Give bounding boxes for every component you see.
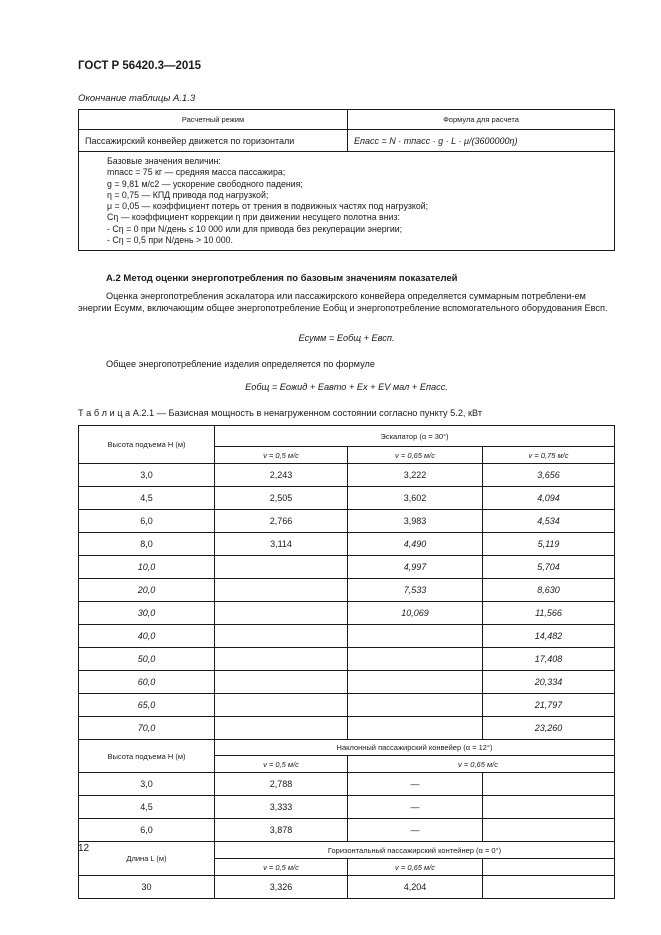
value-cell: — — [348, 819, 483, 842]
value-cell — [215, 625, 348, 648]
value-cell: 17,408 — [483, 648, 615, 671]
note-line: g = 9,81 м/с2 — ускорение свободного падения; — [107, 178, 303, 189]
value-cell: 2,766 — [215, 510, 348, 533]
group-header-escalator: Эскалатор (α = 30°) — [215, 426, 615, 447]
value-cell: 3,878 — [215, 819, 348, 842]
row-label-cell: 4,5 — [79, 796, 215, 819]
value-cell — [348, 625, 483, 648]
table-row — [79, 819, 615, 842]
empty-cell — [483, 796, 615, 819]
value-cell: 3,602 — [348, 487, 483, 510]
empty-cell — [483, 819, 615, 842]
value-cell: 4,204 — [348, 876, 483, 899]
row-header-height: Высота подъема H (м) — [79, 426, 215, 464]
value-cell — [215, 694, 348, 717]
row-label-cell: 6,0 — [79, 510, 215, 533]
empty-cell — [483, 859, 615, 876]
value-cell: 21,797 — [483, 694, 615, 717]
row-header-height: Высота подъема H (м) — [79, 740, 215, 773]
value-cell: 2,788 — [215, 773, 348, 796]
table-row — [79, 694, 615, 717]
value-cell — [348, 717, 483, 740]
table-row — [79, 602, 615, 625]
row-header-length: Длина L (м) — [79, 842, 215, 876]
row-label-cell: 70,0 — [79, 717, 215, 740]
value-cell: 4,490 — [348, 533, 483, 556]
speed-header: v = 0,65 м/с — [348, 756, 615, 773]
value-cell — [215, 648, 348, 671]
speed-header: v = 0,5 м/с — [215, 859, 348, 876]
table-row — [79, 796, 615, 819]
note-line: - Cη = 0 при N/день ≤ 10 000 или для привода без рекуперации энергии; — [107, 223, 403, 234]
row-label-cell: 20,0 — [79, 579, 215, 602]
base-power-table — [78, 425, 615, 899]
row-label-cell: 10,0 — [79, 556, 215, 579]
group-header-horizontal: Горизонтальный пассажирский контейнер (α = 0°) — [215, 842, 615, 859]
table-row — [79, 510, 615, 533]
paragraph-intro: Оценка энергопотребления эскалатора или пассажирского конвейера определяется суммарным потреблени-ем энергии Eсумм, включающим общее энергопотребление Eобщ и энергопотребление вспомогательного оборудования Eвсп. — [78, 291, 608, 313]
table-caption: Т а б л и ц а А.2.1 — Базисная мощность в ненагруженном состоянии согласно пункту 5.2, кВт — [78, 408, 483, 418]
note-line: mпасс = 75 кг — средняя масса пассажира; — [107, 167, 286, 178]
page-number: 12 — [78, 843, 90, 854]
note-line: Базовые значения величин: — [107, 156, 221, 166]
col-header-formula: Формула для расчета — [348, 110, 615, 130]
table-row — [79, 671, 615, 694]
empty-cell — [483, 773, 615, 796]
row-label-cell: 3,0 — [79, 464, 215, 487]
row-label-cell: 3,0 — [79, 773, 215, 796]
value-cell: 7,533 — [348, 579, 483, 602]
value-cell: 11,566 — [483, 602, 615, 625]
value-cell: 20,334 — [483, 671, 615, 694]
value-cell: 3,114 — [215, 533, 348, 556]
value-cell: 8,630 — [483, 579, 615, 602]
note-line: - Cη = 0,5 при N/день > 10 000. — [107, 235, 233, 246]
row-label-cell: 65,0 — [79, 694, 215, 717]
value-cell — [215, 671, 348, 694]
row-label-cell: 30,0 — [79, 602, 215, 625]
value-cell: 3,983 — [348, 510, 483, 533]
value-cell — [215, 579, 348, 602]
row-label-cell: 50,0 — [79, 648, 215, 671]
value-cell: 23,260 — [483, 717, 615, 740]
empty-cell — [483, 876, 615, 899]
table-row — [79, 717, 615, 740]
group-header-inclined: Наклонный пассажирский конвейер (α = 12°) — [215, 740, 615, 756]
table-continuation-label: Окончание таблицы А.1.3 — [78, 93, 196, 104]
value-cell: 4,997 — [348, 556, 483, 579]
formula-cell: Eпасс = N · mпасс · g · L · μ/(3600000η) — [348, 130, 615, 152]
value-cell: 5,704 — [483, 556, 615, 579]
table-row — [79, 487, 615, 510]
speed-header: v = 0,65 м/с — [348, 859, 483, 876]
speed-header: v = 0,75 м/с — [483, 447, 615, 464]
value-cell: — — [348, 796, 483, 819]
base-values-notes — [79, 152, 615, 251]
table-row — [79, 464, 615, 487]
paragraph-general: Общее энергопотребление изделия определяется по формуле — [106, 359, 375, 369]
value-cell: 3,656 — [483, 464, 615, 487]
value-cell: 4,094 — [483, 487, 615, 510]
speed-header: v = 0,5 м/с — [215, 756, 348, 773]
value-cell: 3,326 — [215, 876, 348, 899]
value-cell: 3,333 — [215, 796, 348, 819]
value-cell: 5,119 — [483, 533, 615, 556]
row-label-cell: 40,0 — [79, 625, 215, 648]
col-header-mode: Расчетный режим — [79, 110, 348, 130]
speed-header: v = 0,65 м/с — [348, 447, 483, 464]
table-row — [79, 579, 615, 602]
value-cell: 10,069 — [348, 602, 483, 625]
note-line: η = 0,75 — КПД привода под нагрузкой; — [107, 189, 269, 200]
value-cell — [348, 694, 483, 717]
section-heading: А.2 Метод оценки энергопотребления по базовым значениям показателей — [106, 273, 458, 284]
value-cell: 2,505 — [215, 487, 348, 510]
table-row — [79, 773, 615, 796]
table-row — [79, 556, 615, 579]
row-label-cell: 60,0 — [79, 671, 215, 694]
table-row — [79, 533, 615, 556]
value-cell — [215, 556, 348, 579]
note-line: μ = 0,05 — коэффициент потерь от трения в подвижных частях под нагрузкой; — [107, 201, 429, 212]
value-cell — [215, 717, 348, 740]
value-cell: 4,534 — [483, 510, 615, 533]
row-label-cell: 8,0 — [79, 533, 215, 556]
formula-total: Eсумм = Eобщ + Eвсп. — [298, 333, 395, 343]
value-cell: — — [348, 773, 483, 796]
row-label-cell: 4,5 — [79, 487, 215, 510]
value-cell — [348, 648, 483, 671]
value-cell: 2,243 — [215, 464, 348, 487]
value-cell: 14,482 — [483, 625, 615, 648]
row-label-cell: 6,0 — [79, 819, 215, 842]
calculation-mode-table — [78, 109, 615, 251]
formula-general: Eобщ = Eожид + Eавто + Ex + EV мал + Eпасс. — [245, 382, 448, 392]
speed-header: v = 0,5 м/с — [215, 447, 348, 464]
document-header: ГОСТ Р 56420.3—2015 — [78, 60, 202, 72]
note-line: Cη — коэффициент коррекции η при движении несущего полотна вниз: — [107, 212, 400, 223]
value-cell: 3,222 — [348, 464, 483, 487]
mode-cell: Пассажирский конвейер движется по горизонтали — [79, 130, 348, 152]
table-row — [79, 648, 615, 671]
value-cell — [215, 602, 348, 625]
table-row — [79, 625, 615, 648]
row-label-cell: 30 — [79, 876, 215, 899]
table-row — [79, 876, 615, 899]
value-cell — [348, 671, 483, 694]
